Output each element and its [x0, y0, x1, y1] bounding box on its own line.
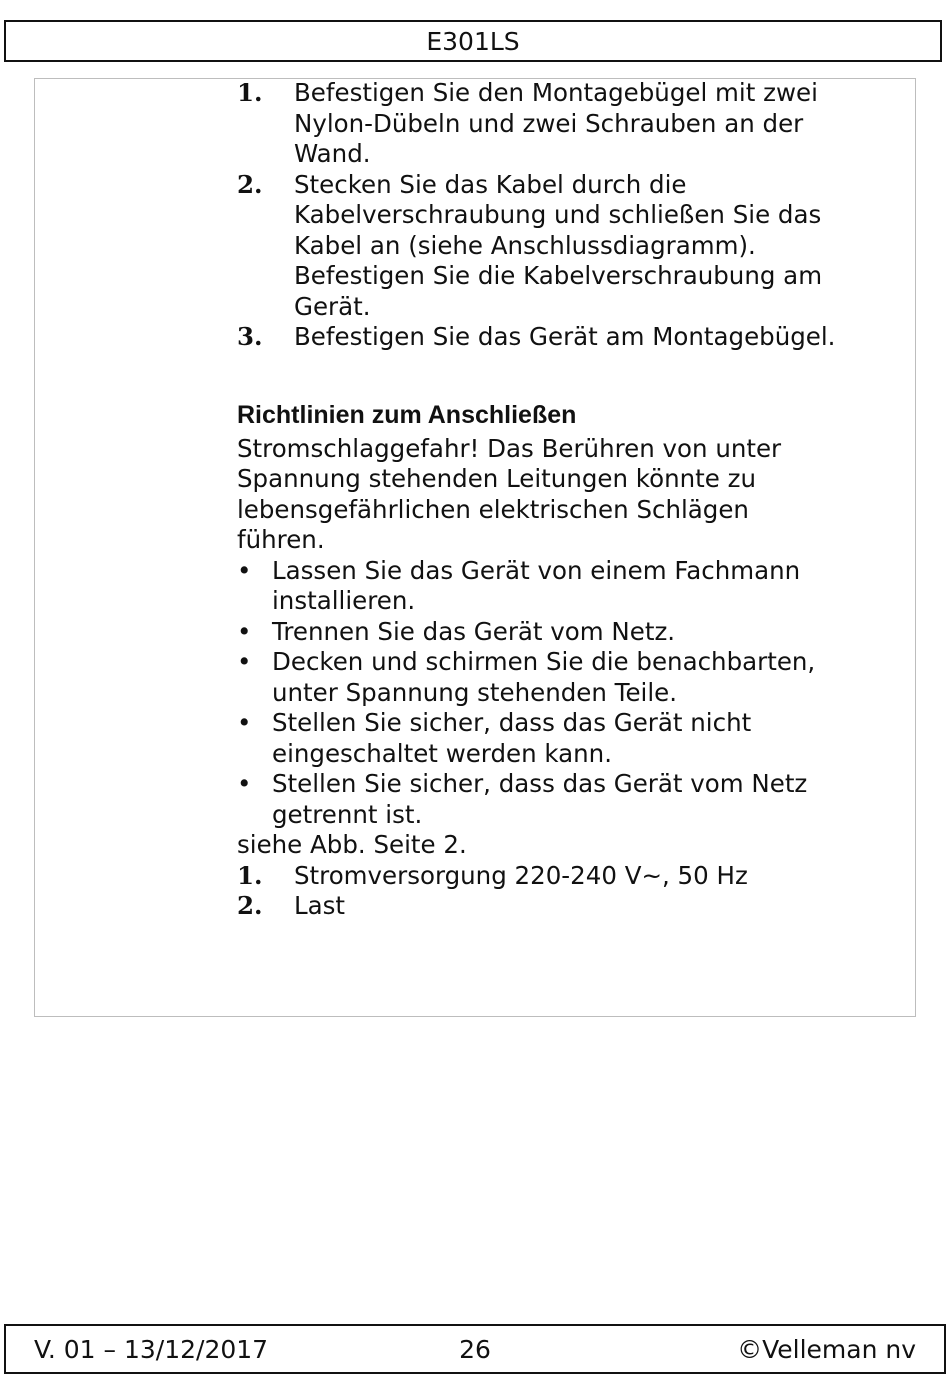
- section-heading: Richtlinien zum Anschließen: [237, 400, 577, 429]
- list-item-text: Trennen Sie das Gerät vom Netz.: [272, 616, 676, 646]
- page-number: 26: [459, 1335, 491, 1364]
- legend-text: Last: [294, 891, 346, 920]
- safety-list: [237, 556, 837, 831]
- list-item: [237, 647, 837, 708]
- step-item: [237, 78, 837, 170]
- content-column: [237, 78, 837, 922]
- step-item: [237, 170, 837, 323]
- step-text: Befestigen Sie den Montagebügel mit zwei Nylon-Dübeln und zwei Schrauben an der Wand.: [294, 78, 818, 168]
- list-item: [237, 708, 837, 769]
- step-number: 3.: [237, 322, 263, 351]
- list-item-text: Lassen Sie das Gerät von einem Fachmann installieren.: [272, 555, 801, 615]
- list-item: [237, 769, 837, 830]
- step-text: Stecken Sie das Kabel durch die Kabelverschraubung und schließen Sie das Kabel an (siehe Anschlussdiagramm). Befestigen Sie die Kabelverschraubung am Gerät.: [294, 169, 823, 321]
- warning-text: Stromschlaggefahr! Das Berühren von unter Spannung stehenden Leitungen könnte zu lebensgefährlichen elektrischen Schlägen führen.: [237, 433, 782, 554]
- legend-text: Stromversorgung 220-240 V~, 50 Hz: [294, 860, 748, 890]
- legend-item: [237, 891, 837, 922]
- list-item-text: Decken und schirmen Sie die benachbarten, unter Spannung stehenden Teile.: [272, 647, 816, 707]
- page-header: [4, 20, 942, 62]
- bullet-icon: •: [237, 647, 252, 676]
- list-item: [237, 556, 837, 617]
- model-title: E301LS: [426, 27, 520, 56]
- list-item: [237, 617, 837, 648]
- legend-item: [237, 861, 837, 892]
- legend-number: 2.: [237, 891, 263, 920]
- step-item: [237, 322, 837, 353]
- bullet-icon: •: [237, 769, 252, 798]
- list-item-text: Stellen Sie sicher, dass das Gerät nicht eingeschaltet werden kann.: [272, 708, 752, 768]
- legend-list: [237, 861, 837, 922]
- legend-number: 1.: [237, 860, 263, 890]
- bullet-icon: •: [237, 708, 252, 737]
- copyright: ©Velleman nv: [737, 1335, 916, 1364]
- mounting-steps: [237, 78, 837, 353]
- bullet-icon: •: [237, 555, 252, 585]
- step-number: 2.: [237, 169, 263, 199]
- version-date: V. 01 – 13/12/2017: [34, 1335, 269, 1364]
- page-footer: [4, 1324, 946, 1374]
- figure-reference: siehe Abb. Seite 2.: [237, 830, 467, 859]
- step-number: 1.: [237, 78, 263, 107]
- list-item-text: Stellen Sie sicher, dass das Gerät vom Netz getrennt ist.: [272, 769, 808, 829]
- step-text: Befestigen Sie das Gerät am Montagebügel.: [294, 322, 836, 351]
- bullet-icon: •: [237, 616, 252, 646]
